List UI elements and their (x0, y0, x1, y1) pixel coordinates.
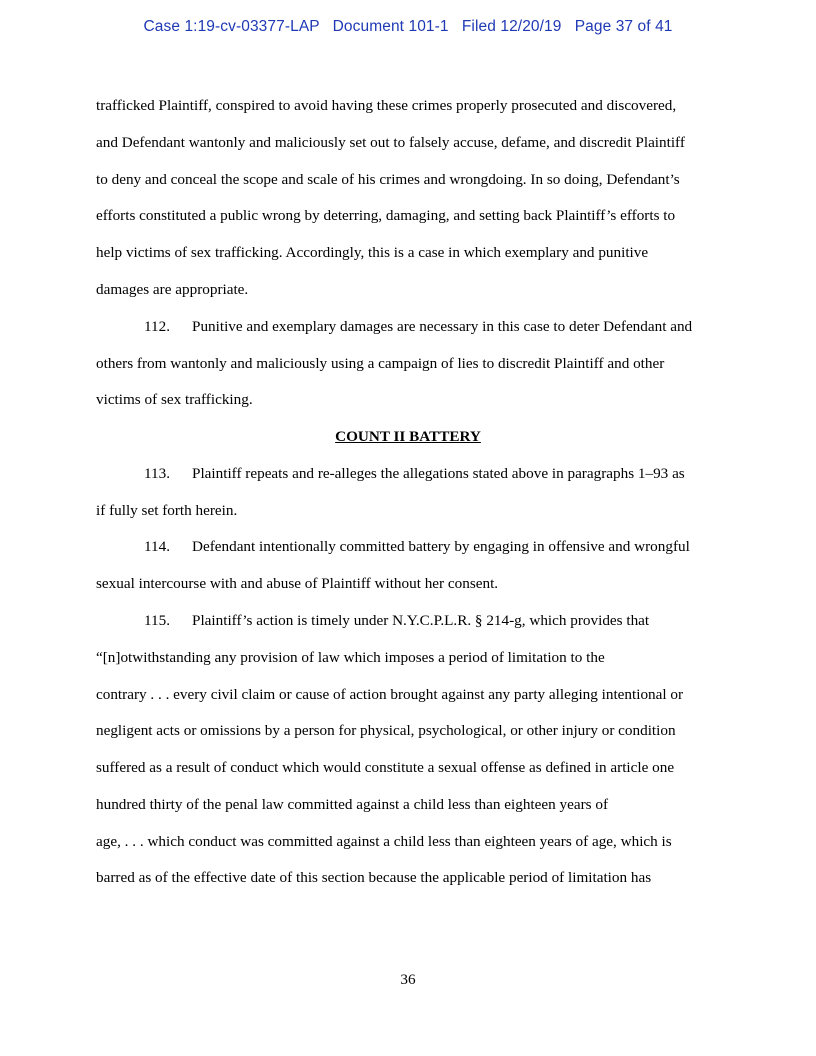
paragraph-115 (144, 612, 649, 630)
body-line: Punitive and exemplary damages are necessary in this case to deter Defendant and (192, 318, 693, 335)
body-line: hundred thirty of the penal law committed against a child less than eighteen years of (96, 796, 608, 813)
body-line: suffered as a result of conduct which would constitute a sexual offense as defined in article one (96, 759, 675, 776)
body-line: barred as of the effective date of this section because the applicable period of limitation has (96, 869, 652, 886)
body-line: negligent acts or omissions by a person for physical, psychological, or other injury or condition (96, 722, 676, 739)
body-line: damages are appropriate. (96, 281, 249, 298)
body-line: Plaintiff’s action is timely under N.Y.C.P.L.R. § 214-g, which provides that (192, 612, 650, 629)
body-line: and Defendant wantonly and maliciously set out to falsely accuse, defame, and discredit Plaintiff (96, 134, 685, 151)
body-line: “[n]otwithstanding any provision of law which imposes a period of limitation to the (96, 649, 605, 666)
body-line: trafficked Plaintiff, conspired to avoid having these crimes properly prosecuted and discovered, (96, 97, 677, 114)
paragraph-114 (144, 538, 690, 556)
body-line: contrary . . . every civil claim or cause of action brought against any party alleging intentional or (96, 686, 684, 703)
body-line: age, . . . which conduct was committed against a child less than eighteen years of age, which is (96, 833, 672, 850)
paragraph-113 (144, 465, 685, 483)
body-line: help victims of sex trafficking. Accordingly, this is a case in which exemplary and punitive (96, 244, 649, 261)
body-line: Defendant intentionally committed battery by engaging in offensive and wrongful (192, 538, 690, 555)
paragraph-number: 113. (144, 465, 171, 482)
body-line: if fully set forth herein. (96, 502, 238, 519)
paragraph-112 (144, 318, 692, 336)
body-line: victims of sex trafficking. (96, 391, 253, 408)
page-number: 36 (400, 971, 416, 988)
body-line: to deny and conceal the scope and scale of his crimes and wrongdoing. In so doing, Defendant’s (96, 171, 680, 188)
section-heading (0, 428, 816, 446)
paragraph-number: 114. (144, 538, 171, 555)
paragraph-number: 112. (144, 318, 171, 335)
section-heading-text: COUNT II BATTERY (335, 428, 481, 445)
body-line: others from wantonly and maliciously using a campaign of lies to discredit Plaintiff and other (96, 355, 665, 372)
paragraph-number: 115. (144, 612, 171, 629)
case-header: Case 1:19-cv-03377-LAP Document 101-1 Filed 12/20/19 Page 37 of 41 (143, 18, 673, 35)
body-line: Plaintiff repeats and re-alleges the allegations stated above in paragraphs 1–93 as (192, 465, 685, 482)
body-line: sexual intercourse with and abuse of Plaintiff without her consent. (96, 575, 499, 592)
body-line: efforts constituted a public wrong by deterring, damaging, and setting back Plaintiff’s efforts to (96, 207, 676, 224)
